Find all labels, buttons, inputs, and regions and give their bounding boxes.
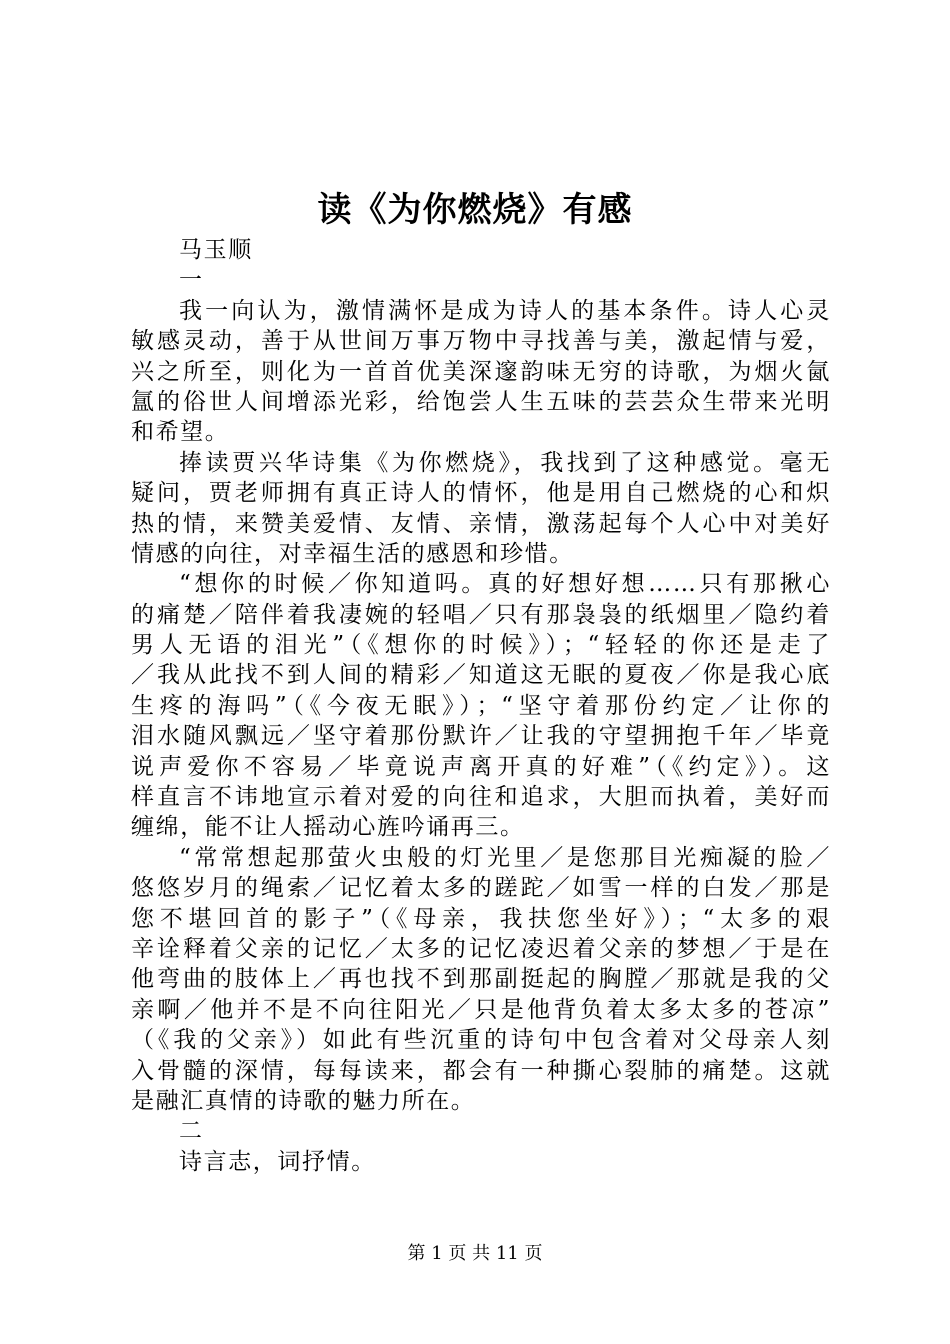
paragraph-4 bbox=[131, 843, 831, 1117]
paragraph-3 bbox=[131, 569, 831, 843]
text-line: 情感的向往，对幸福生活的感恩和珍惜。 bbox=[131, 540, 574, 567]
text-line: 您不堪回首的影子”（《母亲，我扶您坐好》）；“太多的艰 bbox=[131, 905, 831, 932]
text-line: “想你的时候／你知道吗。真的好想好想……只有那揪心 bbox=[179, 571, 831, 598]
text-line: 兴之所至，则化为一首首优美深邃韵味无穷的诗歌，为烟火氤 bbox=[131, 358, 831, 385]
text-line: 诗言志，词抒情。 bbox=[179, 1148, 376, 1175]
text-line: 泪水随风飘远／坚守着那份默许／让我的守望拥抱千年／毕竟 bbox=[131, 723, 831, 750]
text-line: 我一向认为，激情满怀是成为诗人的基本条件。诗人心灵 bbox=[179, 297, 831, 324]
section-heading-2: 二 bbox=[179, 1118, 204, 1145]
text-line: 的痛楚／陪伴着我凄婉的轻唱／只有那袅袅的纸烟里／隐约着 bbox=[131, 601, 831, 628]
text-line: 和希望。 bbox=[131, 419, 230, 446]
document-body bbox=[131, 235, 831, 1177]
paragraph-1 bbox=[131, 296, 831, 448]
text-line: 辛诠释着父亲的记忆／太多的记忆凌迟着父亲的梦想／于是在 bbox=[131, 935, 831, 962]
text-line: 亲啊／他并不是不向往阳光／只是他背负着太多太多的苍凉” bbox=[131, 996, 831, 1023]
text-line: 样直言不讳地宣示着对爱的向往和追求，大胆而执着，美好而 bbox=[131, 784, 831, 811]
text-line: 氲的俗世人间增添光彩，给饱尝人生五味的芸芸众生带来光明 bbox=[131, 388, 831, 415]
paragraph-2 bbox=[131, 448, 831, 570]
text-line: 疑问，贾老师拥有真正诗人的情怀，他是用自己燃烧的心和炽 bbox=[131, 480, 831, 507]
text-line: 是融汇真情的诗歌的魅力所在。 bbox=[131, 1087, 476, 1114]
text-line: 生疼的海吗”（《今夜无眠》）；“坚守着那份约定／让你的 bbox=[131, 692, 831, 719]
text-line: 说声爱你不容易／毕竟说声离开真的好难”（《约定》）。这 bbox=[131, 753, 831, 780]
text-line: （《我的父亲》）如此有些沉重的诗句中包含着对父母亲人刻 bbox=[131, 1027, 831, 1054]
text-line: 男人无语的泪光”（《想你的时候》）；“轻轻的你还是走了 bbox=[131, 632, 831, 659]
section-heading-1: 一 bbox=[179, 267, 204, 294]
text-line: 悠悠岁月的绳索／记忆着太多的蹉跎／如雪一样的白发／那是 bbox=[131, 875, 831, 902]
text-line: 入骨髓的深情，每每读来，都会有一种撕心裂肺的痛楚。这就 bbox=[131, 1057, 831, 1084]
text-line: ／我从此找不到人间的精彩／知道这无眠的夏夜／你是我心底 bbox=[131, 662, 831, 689]
text-line: “常常想起那萤火虫般的灯光里／是您那目光痴凝的脸／ bbox=[179, 844, 831, 871]
text-line: 缠绵，能不让人摇动心旌吟诵再三。 bbox=[131, 814, 525, 841]
text-line: 敏感灵动，善于从世间万事万物中寻找善与美，激起情与爱， bbox=[131, 328, 831, 355]
text-line: 他弯曲的肢体上／再也找不到那副挺起的胸膛／那就是我的父 bbox=[131, 966, 831, 993]
page-footer: 第 1 页 共 11 页 bbox=[407, 1243, 543, 1264]
author-name: 马玉顺 bbox=[179, 237, 253, 263]
text-line: 热的情，来赞美爱情、友情、亲情，激荡起每个人心中对美好 bbox=[131, 510, 831, 537]
document-title: 读《为你燃烧》有感 bbox=[317, 190, 633, 230]
text-line: 捧读贾兴华诗集《为你燃烧》，我找到了这种感觉。毫无 bbox=[179, 449, 831, 476]
